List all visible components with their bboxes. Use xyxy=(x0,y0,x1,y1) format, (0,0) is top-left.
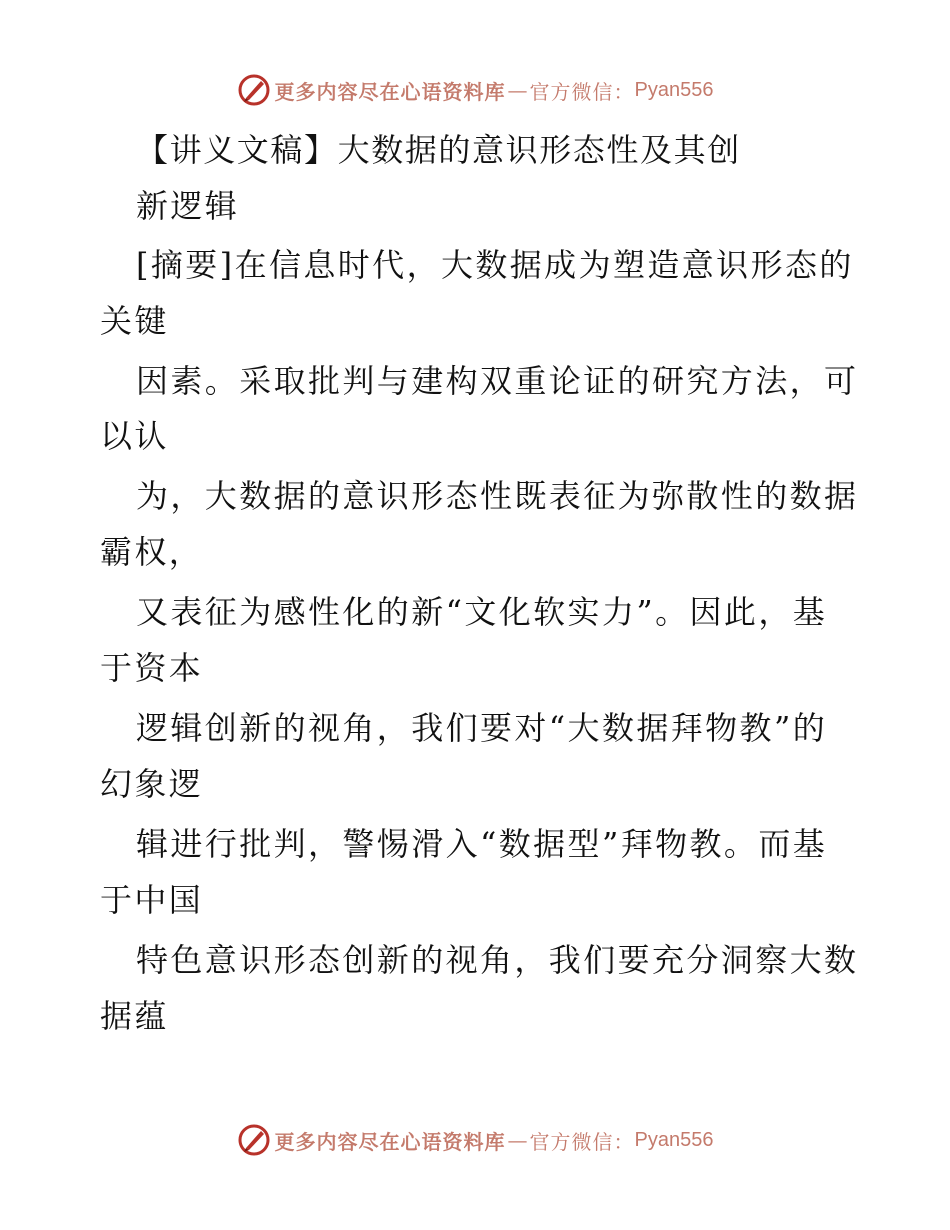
watermark-wechat-id: Pyan556 xyxy=(634,1128,714,1151)
paragraph-line: 因素。采取批判与建构双重论证的研究方法，可 xyxy=(136,362,859,400)
watermark-dash: — xyxy=(507,78,528,102)
header-watermark xyxy=(0,70,950,110)
pen-logo-icon xyxy=(237,73,271,107)
pen-logo-icon xyxy=(237,1123,271,1157)
document-title-line-1: 【讲义文稿】大数据的意识形态性及其创 xyxy=(136,131,741,169)
footer-watermark xyxy=(0,1120,950,1160)
watermark-dash: — xyxy=(507,1128,528,1152)
watermark-wechat-label: 官方微信： xyxy=(529,79,635,104)
paragraph-line: 关键 xyxy=(100,302,169,340)
paragraph-line: 于资本 xyxy=(100,649,204,687)
paragraph-line: 又表征为感性化的新“文化软实力”。因此，基 xyxy=(136,593,828,631)
paragraph-line: 特色意识形态创新的视角，我们要充分洞察大数 xyxy=(136,941,859,979)
paragraph-line: 以认 xyxy=(100,417,169,455)
watermark-wechat-label: 官方微信： xyxy=(529,1129,635,1154)
watermark-main-text: 更多内容尽在心语资料库 xyxy=(274,1129,506,1154)
watermark-wechat-id: Pyan556 xyxy=(634,78,714,101)
paragraph-line: 逻辑创新的视角，我们要对“大数据拜物教”的 xyxy=(136,709,828,747)
paragraph-line: [摘要]在信息时代，大数据成为塑造意识形态的 xyxy=(136,246,854,284)
paragraph-line: 霸权， xyxy=(100,533,204,571)
paragraph-line: 据蕴 xyxy=(100,997,169,1035)
document-title-line-2: 新逻辑 xyxy=(136,187,240,225)
paragraph-line: 辑进行批判，警惕滑入“数据型”拜物教。而基 xyxy=(136,825,828,863)
paragraph-line: 为，大数据的意识形态性既表征为弥散性的数据 xyxy=(136,477,859,515)
watermark-main-text: 更多内容尽在心语资料库 xyxy=(274,79,506,104)
paragraph-line: 于中国 xyxy=(100,881,204,919)
paragraph-line: 幻象逻 xyxy=(100,765,204,803)
